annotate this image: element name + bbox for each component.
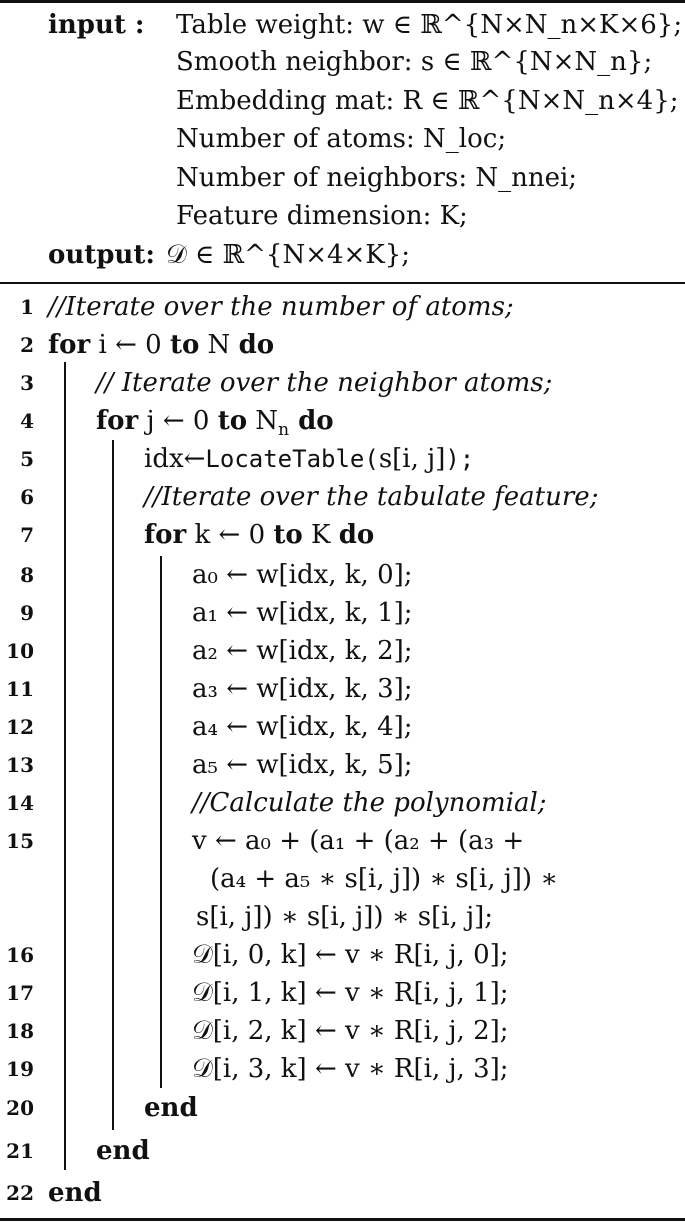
assign-descriptor-0: 𝒟[i, 0, k] ← v ∗ R[i, j, 0]; xyxy=(192,940,509,970)
line-number: 15 xyxy=(6,829,34,853)
line-number: 11 xyxy=(6,677,34,701)
bottom-rule xyxy=(0,1218,685,1221)
line-number: 20 xyxy=(6,1096,34,1120)
top-rule xyxy=(0,0,685,3)
line-number: 14 xyxy=(6,791,34,815)
polynomial-line-3: s[i, j]) ∗ s[i, j]) ∗ s[i, j]; xyxy=(196,902,494,932)
assign-a3: a₃ ← w[idx, k, 3]; xyxy=(192,674,413,704)
for-loop-atoms: for i ← 0 to N do xyxy=(48,330,275,360)
line-number: 4 xyxy=(20,409,34,433)
line-number: 17 xyxy=(6,981,34,1005)
input-keyword: input : xyxy=(48,10,145,40)
comment-polynomial: //Calculate the polynomial; xyxy=(192,788,547,818)
line-number: 22 xyxy=(6,1181,34,1205)
indent-bar-outer-loop xyxy=(64,362,66,1170)
assign-a2: a₂ ← w[idx, k, 2]; xyxy=(192,636,413,666)
comment-iterate-neighbors: // Iterate over the neighbor atoms; xyxy=(96,368,553,398)
line-number: 2 xyxy=(20,333,34,357)
end-atom-loop: end xyxy=(48,1178,102,1208)
line-number: 19 xyxy=(6,1057,34,1081)
input-feature-dimension: Feature dimension: K; xyxy=(176,201,468,231)
end-feature-loop: end xyxy=(144,1093,198,1123)
separator-rule xyxy=(0,282,685,284)
indent-bar-neighbor-loop xyxy=(112,440,114,1130)
output-keyword: output: xyxy=(48,240,155,270)
assign-descriptor-2: 𝒟[i, 2, k] ← v ∗ R[i, j, 2]; xyxy=(192,1016,509,1046)
line-number: 1 xyxy=(20,295,34,319)
line-number: 13 xyxy=(6,753,34,777)
assign-a1: a₁ ← w[idx, k, 1]; xyxy=(192,598,413,628)
line-number: 9 xyxy=(20,601,34,625)
end-neighbor-loop: end xyxy=(96,1136,150,1166)
assign-descriptor-1: 𝒟[i, 1, k] ← v ∗ R[i, j, 1]; xyxy=(192,978,509,1008)
line-number: 16 xyxy=(6,943,34,967)
for-loop-neighbors: for j ← 0 to $N_n$ do xyxy=(96,406,334,441)
input-smooth-neighbor: Smooth neighbor: s ∈ ℝ^{N×N_n}; xyxy=(176,47,653,77)
input-number-of-atoms: Number of atoms: N_loc; xyxy=(176,124,507,154)
line-number: 3 xyxy=(20,371,34,395)
indent-bar-feature-loop xyxy=(160,556,162,1088)
input-embedding-mat: Embedding mat: R ∈ ℝ^{N×N_n×4}; xyxy=(176,86,679,116)
line-number: 8 xyxy=(20,563,34,587)
line-number: 21 xyxy=(6,1139,34,1163)
assign-a4: a₄ ← w[idx, k, 4]; xyxy=(192,712,413,742)
line-number: 7 xyxy=(20,523,34,547)
comment-iterate-atoms: //Iterate over the number of atoms; xyxy=(48,292,514,322)
polynomial-line-1: v ← a₀ + (a₁ + (a₂ + (a₃ + xyxy=(192,826,525,856)
locate-table-statement: idx←LocateTable(s[i, j]); xyxy=(144,444,475,474)
assign-a0: a₀ ← w[idx, k, 0]; xyxy=(192,560,413,590)
input-table-weight: Table weight: w ∈ ℝ^{N×N_n×K×6}; xyxy=(176,10,683,40)
line-number: 18 xyxy=(6,1019,34,1043)
line-number: 10 xyxy=(6,639,34,663)
assign-descriptor-3: 𝒟[i, 3, k] ← v ∗ R[i, j, 3]; xyxy=(192,1054,509,1084)
line-number: 6 xyxy=(20,485,34,509)
line-number: 5 xyxy=(20,447,34,471)
for-loop-feature: for k ← 0 to K do xyxy=(144,520,375,550)
comment-iterate-feature: //Iterate over the tabulate feature; xyxy=(144,482,599,512)
assign-a5: a₅ ← w[idx, k, 5]; xyxy=(192,750,413,780)
output-spec: 𝒟 ∈ ℝ^{N×4×K}; xyxy=(166,240,411,270)
line-number: 12 xyxy=(6,715,34,739)
polynomial-line-2: (a₄ + a₅ ∗ s[i, j]) ∗ s[i, j]) ∗ xyxy=(210,864,559,894)
input-number-of-neighbors: Number of neighbors: N_nnei; xyxy=(176,163,578,193)
